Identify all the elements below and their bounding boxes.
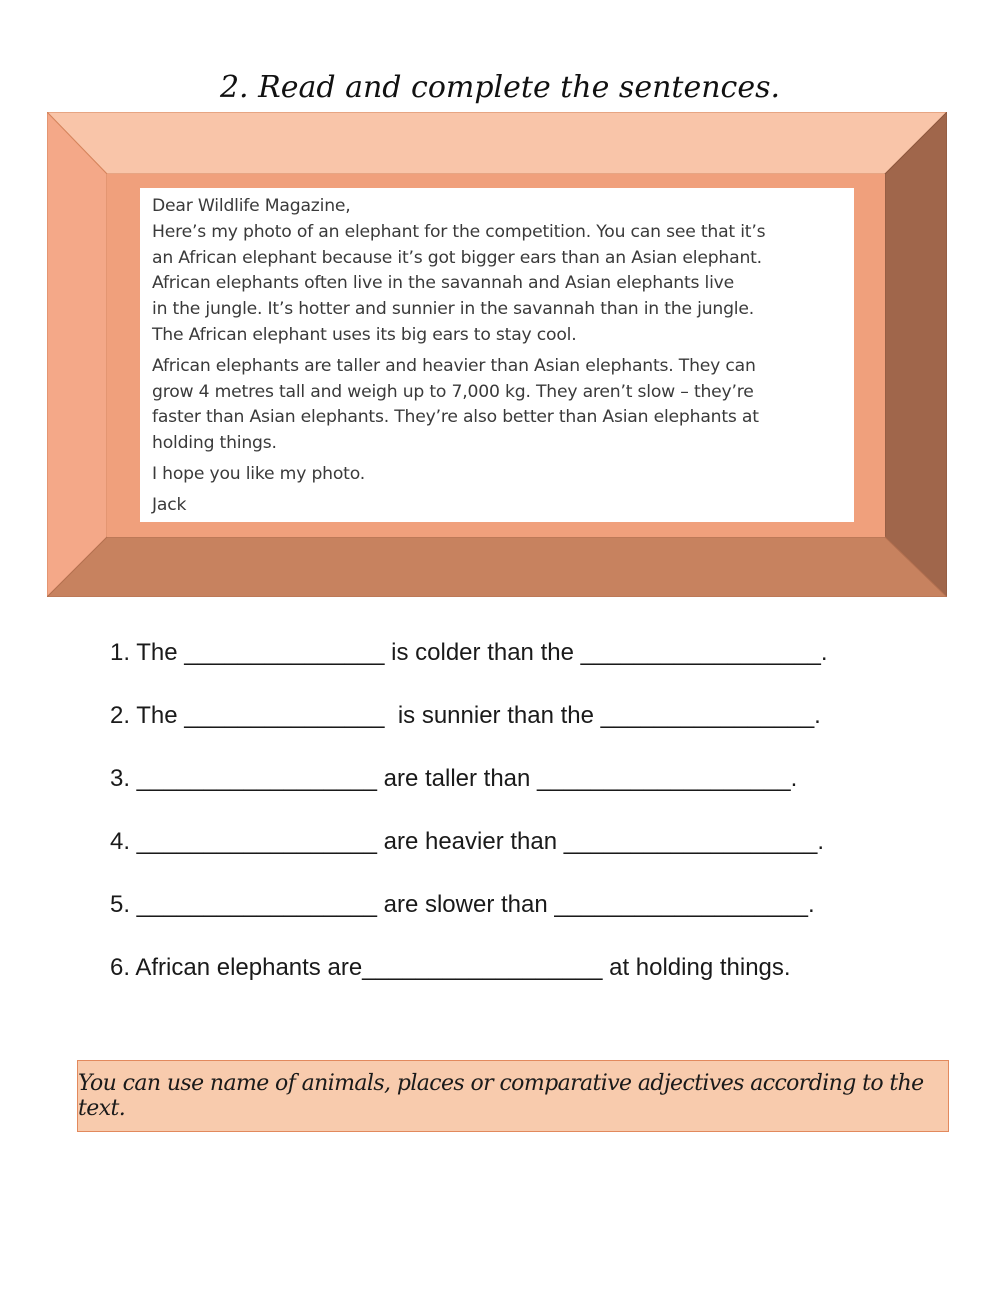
question-4[interactable]: 4. __________________ are heavier than ___________________. [110, 828, 824, 855]
letter-line: grow 4 metres tall and weigh up to 7,000 kg. They aren’t slow – they’re [152, 381, 754, 402]
hint-text: You can use name of animals, places or comparative adjectives according to the text. [78, 1071, 924, 1121]
question-6[interactable]: 6. African elephants are__________________ at holding things. [110, 954, 791, 981]
letter-line: faster than Asian elephants. They’re also better than Asian elephants at [152, 407, 759, 428]
letter-signature: Jack [152, 494, 187, 515]
hint-box [77, 1060, 949, 1132]
letter-line: African elephants are taller and heavier than Asian elephants. They can [152, 355, 756, 376]
letter-line: African elephants often live in the savannah and Asian elephants live [152, 273, 735, 294]
letter-line: Here’s my photo of an elephant for the competition. You can see that it’s [152, 221, 766, 242]
question-2[interactable]: 2. The _______________ is sunnier than the ________________. [110, 702, 821, 729]
question-1[interactable]: 1. The _______________ is colder than the __________________. [110, 639, 828, 666]
frame-bottom-bevel [47, 537, 947, 597]
letter-line: in the jungle. It’s hotter and sunnier in the savannah than in the jungle. [152, 299, 755, 320]
letter-greeting: Dear Wildlife Magazine, [152, 196, 351, 216]
frame-top-bevel [47, 112, 947, 174]
worksheet-title: 2. Read and complete the sentences. [219, 70, 781, 105]
question-5[interactable]: 5. __________________ are slower than ___________________. [110, 891, 815, 918]
frame-right-bevel [885, 112, 947, 597]
question-3[interactable]: 3. __________________ are taller than ___________________. [110, 765, 798, 792]
letter-text [140, 188, 854, 522]
letter-closing: I hope you like my photo. [152, 463, 365, 484]
letter-line: holding things. [152, 433, 277, 454]
letter-line: an African elephant because it’s got bigger ears than an Asian elephant. [152, 247, 762, 268]
question-list [110, 632, 930, 1010]
letter-line: The African elephant uses its big ears to stay cool. [152, 324, 577, 345]
frame-left-bevel [47, 112, 107, 597]
